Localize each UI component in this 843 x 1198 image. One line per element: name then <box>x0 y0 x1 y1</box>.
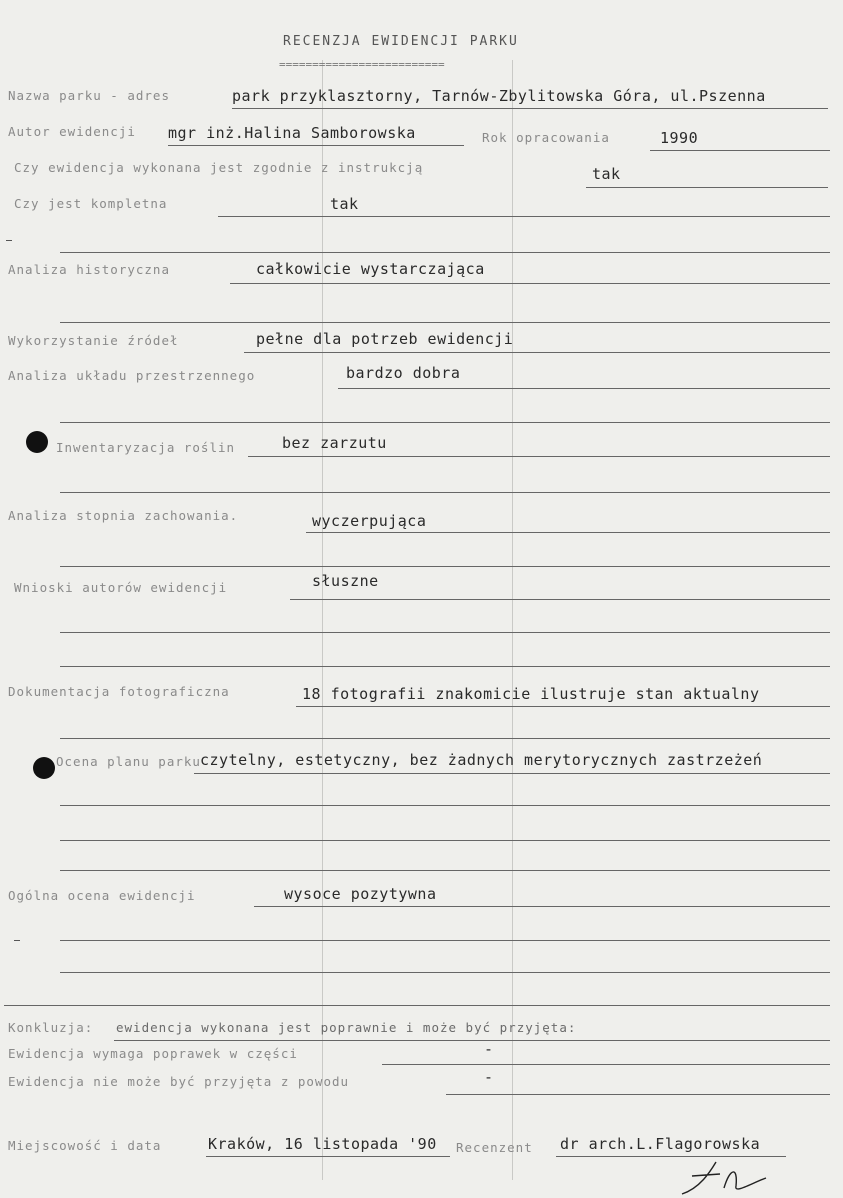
margin-mark <box>14 940 20 941</box>
field-rule <box>194 773 830 774</box>
plan-value: czytelny, estetyczny, bez żadnych merytorycznych zastrzeżeń <box>200 751 763 769</box>
field-rule <box>60 840 830 841</box>
plants-value: bez zarzutu <box>282 434 387 452</box>
year-value: 1990 <box>660 129 699 147</box>
photos-value: 18 fotografii znakomicie ilustruje stan aktualny <box>302 685 760 703</box>
overall-label: Ogólna ocena ewidencji <box>8 888 196 903</box>
field-rule <box>232 108 828 109</box>
park-name-value: park przyklasztorny, Tarnów-Zbylitowska Góra, ul.Pszenna <box>232 87 766 105</box>
conclusion-line2-value: - <box>484 1040 494 1058</box>
document-title: RECENZJA EWIDENCJI PARKU <box>283 34 519 49</box>
field-rule <box>382 1064 830 1065</box>
author-value: mgr inż.Halina Samborowska <box>168 124 416 142</box>
punch-hole <box>26 431 48 453</box>
field-rule <box>338 388 830 389</box>
field-rule <box>446 1094 830 1095</box>
field-rule <box>168 145 464 146</box>
field-rule <box>586 187 828 188</box>
field-rule <box>60 566 830 567</box>
conclusions-value: słuszne <box>312 572 379 590</box>
conclusion-line3-label: Ewidencja nie może być przyjęta z powodu <box>8 1074 350 1089</box>
field-rule <box>296 706 830 707</box>
reviewer-label: Recenzent <box>456 1140 533 1155</box>
fold-line <box>322 60 323 1180</box>
title-underline: ========================= <box>279 58 445 71</box>
fold-line <box>512 60 513 1180</box>
year-label: Rok opracowania <box>482 130 610 145</box>
field-rule <box>218 216 830 217</box>
plants-label: Inwentaryzacja roślin <box>56 440 236 455</box>
field-rule <box>244 352 830 353</box>
field-rule <box>60 738 830 739</box>
field-rule <box>556 1156 786 1157</box>
field-rule <box>206 1156 450 1157</box>
plan-label: Ocena planu parku <box>56 754 201 769</box>
field-rule <box>114 1040 830 1041</box>
field-rule <box>60 972 830 973</box>
field-rule <box>650 150 830 151</box>
field-rule <box>290 599 830 600</box>
compliance-label: Czy ewidencja wykonana jest zgodnie z instrukcją <box>14 160 424 175</box>
overall-value: wysoce pozytywna <box>284 885 437 903</box>
historical-label: Analiza historyczna <box>8 262 170 277</box>
field-rule <box>306 532 830 533</box>
sources-label: Wykorzystanie źródeł <box>8 333 179 348</box>
photos-label: Dokumentacja fotograficzna <box>8 684 230 699</box>
historical-value: całkowicie wystarczająca <box>256 260 485 278</box>
place-date-value: Kraków, 16 listopada '90 <box>208 1135 437 1153</box>
field-rule <box>4 1005 830 1006</box>
field-rule <box>60 252 830 253</box>
conclusion-label: Konkluzja: <box>8 1020 94 1035</box>
preservation-value: wyczerpująca <box>312 512 427 530</box>
spatial-label: Analiza układu przestrzennego <box>8 368 256 383</box>
field-rule <box>60 870 830 871</box>
conclusion-line1: ewidencja wykonana jest poprawnie i może być przyjęta: <box>116 1020 577 1035</box>
handwritten-signature <box>680 1158 770 1196</box>
conclusion-line2-label: Ewidencja wymaga poprawek w części <box>8 1046 298 1061</box>
place-date-label: Miejscowość i data <box>8 1138 162 1153</box>
conclusion-line3-value: - <box>484 1068 494 1086</box>
preservation-label: Analiza stopnia zachowania. <box>8 508 239 523</box>
field-rule <box>60 632 830 633</box>
spatial-value: bardzo dobra <box>346 364 461 382</box>
sources-value: pełne dla potrzeb ewidencji <box>256 330 514 348</box>
compliance-value: tak <box>592 165 621 183</box>
punch-hole <box>33 757 55 779</box>
author-label: Autor ewidencji <box>8 124 136 139</box>
field-rule <box>60 422 830 423</box>
complete-value: tak <box>330 195 359 213</box>
reviewer-value: dr arch.L.Flagorowska <box>560 1135 761 1153</box>
field-rule <box>60 492 830 493</box>
field-rule <box>60 940 830 941</box>
field-rule <box>230 283 830 284</box>
complete-label: Czy jest kompletna <box>14 196 168 211</box>
field-rule <box>254 906 830 907</box>
field-rule <box>60 666 830 667</box>
field-rule <box>60 322 830 323</box>
conclusions-label: Wnioski autorów ewidencji <box>14 580 228 595</box>
margin-mark <box>6 240 12 241</box>
field-rule <box>248 456 830 457</box>
park-name-label: Nazwa parku - adres <box>8 88 170 103</box>
field-rule <box>60 805 830 806</box>
